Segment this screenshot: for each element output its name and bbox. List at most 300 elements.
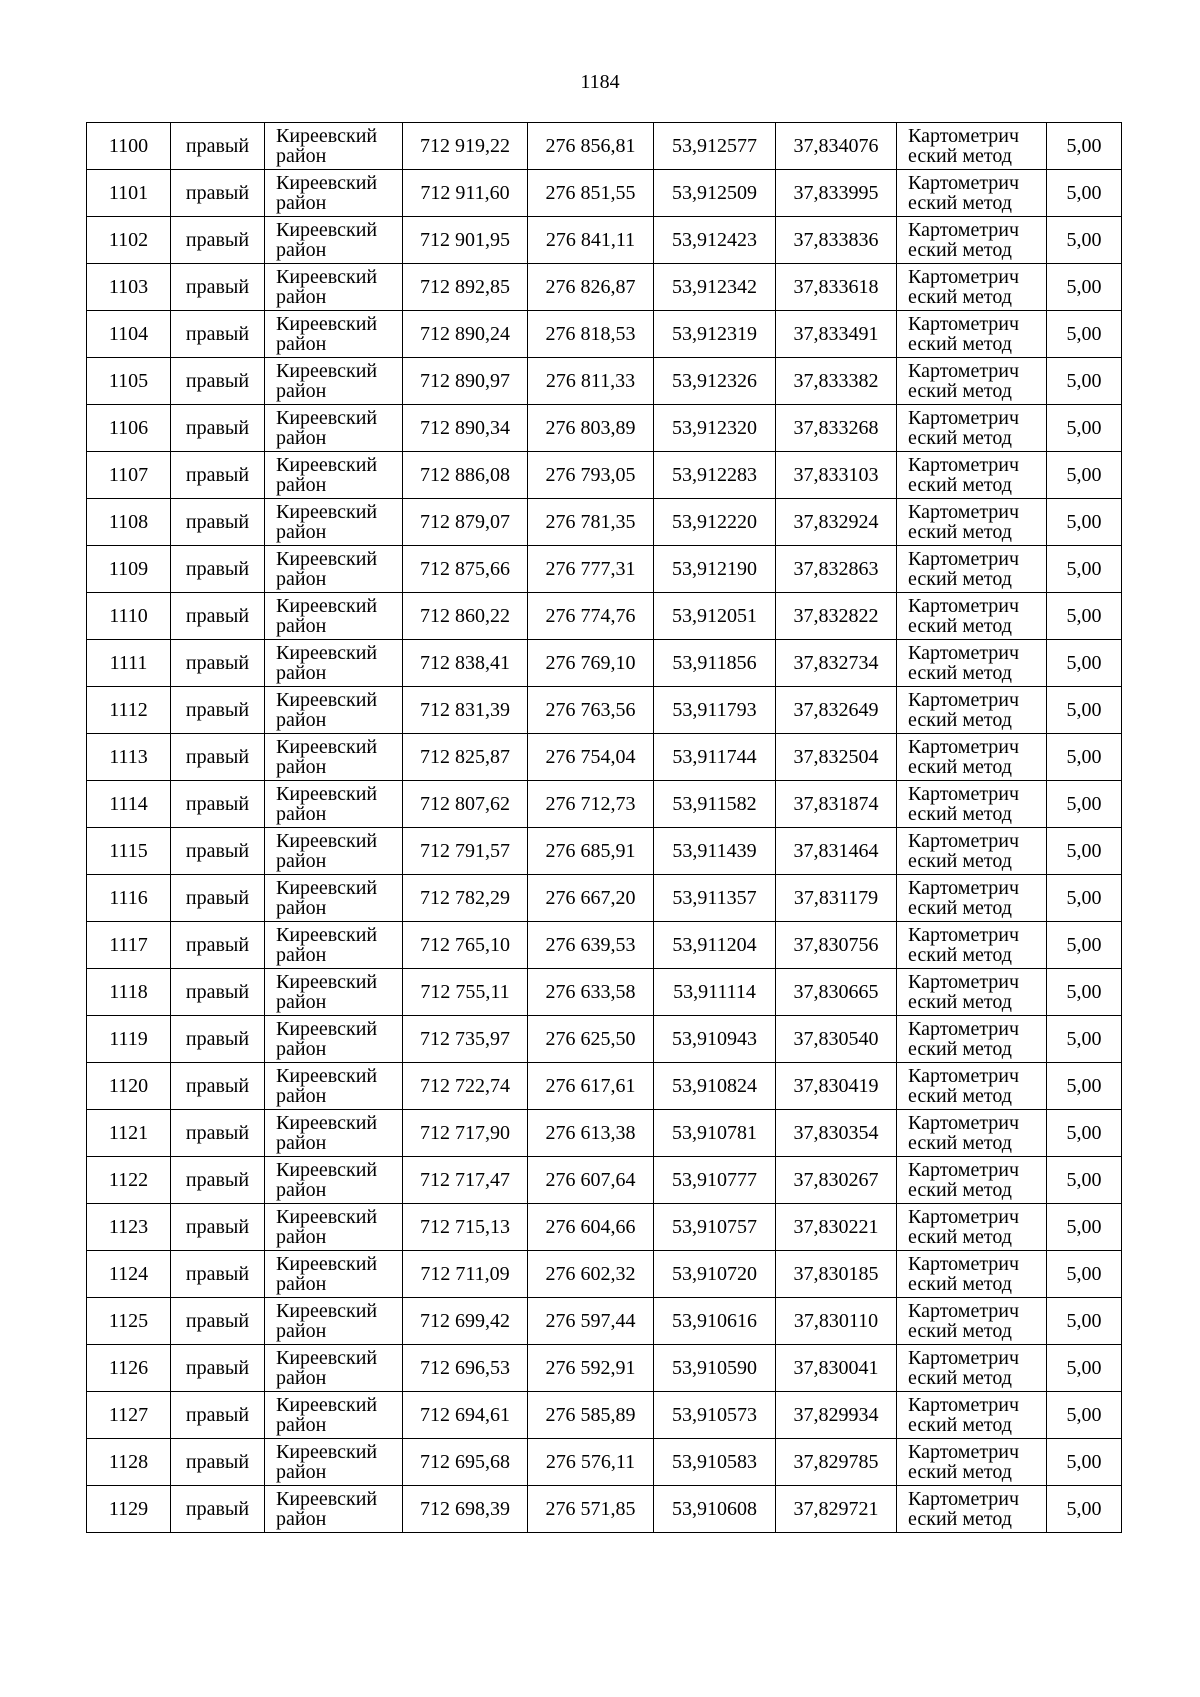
- district-cell: [265, 1063, 403, 1110]
- longitude-cell: 37,831874: [776, 781, 897, 828]
- table-row: [87, 311, 1122, 358]
- method-cell: [897, 217, 1047, 264]
- method-cell-line: еский метод: [908, 944, 1012, 966]
- method-cell: [897, 1016, 1047, 1063]
- x-coordinate-cell: 712 711,09: [403, 1251, 528, 1298]
- district-cell-line: район: [276, 1179, 327, 1201]
- longitude-cell: 37,830267: [776, 1157, 897, 1204]
- district-cell-line: Киреевский: [276, 501, 378, 523]
- method-cell-line: Картометрич: [908, 924, 1020, 946]
- latitude-cell: 53,911856: [654, 640, 776, 687]
- district-cell-line: район: [276, 1132, 327, 1154]
- y-coordinate-cell: 276 811,33: [528, 358, 654, 405]
- bank-side-cell: правый: [171, 1157, 265, 1204]
- district-cell-line: Киреевский: [276, 1065, 378, 1087]
- latitude-cell: 53,911793: [654, 687, 776, 734]
- y-coordinate-cell: 276 851,55: [528, 170, 654, 217]
- method-cell-line: Картометрич: [908, 1159, 1020, 1181]
- district-cell: [265, 640, 403, 687]
- district-cell: [265, 1392, 403, 1439]
- district-cell-line: Киреевский: [276, 125, 378, 147]
- district-cell: [265, 546, 403, 593]
- bank-side-cell: правый: [171, 405, 265, 452]
- longitude-cell: 37,832924: [776, 499, 897, 546]
- x-coordinate-cell: 712 717,47: [403, 1157, 528, 1204]
- district-cell-line: район: [276, 192, 327, 214]
- method-cell: [897, 1486, 1047, 1533]
- accuracy-cell: 5,00: [1047, 593, 1122, 640]
- accuracy-cell: 5,00: [1047, 687, 1122, 734]
- district-cell-line: район: [276, 568, 327, 590]
- latitude-cell: 53,911357: [654, 875, 776, 922]
- bank-side-cell: правый: [171, 1392, 265, 1439]
- bank-side-cell: правый: [171, 1298, 265, 1345]
- accuracy-cell: 5,00: [1047, 828, 1122, 875]
- table-row: [87, 1251, 1122, 1298]
- bank-side-cell: правый: [171, 499, 265, 546]
- table-row: [87, 969, 1122, 1016]
- point-number-cell: 1105: [87, 358, 171, 405]
- method-cell-line: еский метод: [908, 1038, 1012, 1060]
- bank-side-cell: правый: [171, 1439, 265, 1486]
- y-coordinate-cell: 276 585,89: [528, 1392, 654, 1439]
- method-cell-line: еский метод: [908, 803, 1012, 825]
- method-cell-line: еский метод: [908, 380, 1012, 402]
- x-coordinate-cell: 712 890,24: [403, 311, 528, 358]
- method-cell: [897, 969, 1047, 1016]
- bank-side-cell: правый: [171, 875, 265, 922]
- longitude-cell: 37,830419: [776, 1063, 897, 1110]
- district-cell-line: Киреевский: [276, 924, 378, 946]
- method-cell-line: Картометрич: [908, 736, 1020, 758]
- district-cell-line: Киреевский: [276, 595, 378, 617]
- latitude-cell: 53,911439: [654, 828, 776, 875]
- method-cell: [897, 593, 1047, 640]
- district-cell-line: район: [276, 615, 327, 637]
- longitude-cell: 37,829785: [776, 1439, 897, 1486]
- bank-side-cell: правый: [171, 217, 265, 264]
- district-cell-line: Киреевский: [276, 1253, 378, 1275]
- x-coordinate-cell: 712 722,74: [403, 1063, 528, 1110]
- x-coordinate-cell: 712 694,61: [403, 1392, 528, 1439]
- district-cell-line: Киреевский: [276, 1488, 378, 1510]
- district-cell: [265, 452, 403, 499]
- accuracy-cell: 5,00: [1047, 922, 1122, 969]
- method-cell-line: Картометрич: [908, 971, 1020, 993]
- method-cell-line: Картометрич: [908, 1488, 1020, 1510]
- district-cell-line: Киреевский: [276, 689, 378, 711]
- method-cell-line: Картометрич: [908, 266, 1020, 288]
- accuracy-cell: 5,00: [1047, 123, 1122, 170]
- point-number-cell: 1106: [87, 405, 171, 452]
- district-cell-line: Киреевский: [276, 266, 378, 288]
- point-number-cell: 1114: [87, 781, 171, 828]
- table-row: [87, 922, 1122, 969]
- method-cell-line: еский метод: [908, 897, 1012, 919]
- bank-side-cell: правый: [171, 1110, 265, 1157]
- method-cell-line: еский метод: [908, 1367, 1012, 1389]
- y-coordinate-cell: 276 793,05: [528, 452, 654, 499]
- district-cell: [265, 593, 403, 640]
- latitude-cell: 53,910824: [654, 1063, 776, 1110]
- x-coordinate-cell: 712 901,95: [403, 217, 528, 264]
- longitude-cell: 37,833491: [776, 311, 897, 358]
- accuracy-cell: 5,00: [1047, 1157, 1122, 1204]
- x-coordinate-cell: 712 695,68: [403, 1439, 528, 1486]
- latitude-cell: 53,911744: [654, 734, 776, 781]
- method-cell: [897, 1392, 1047, 1439]
- x-coordinate-cell: 712 791,57: [403, 828, 528, 875]
- accuracy-cell: 5,00: [1047, 734, 1122, 781]
- district-cell-line: Киреевский: [276, 830, 378, 852]
- point-number-cell: 1113: [87, 734, 171, 781]
- district-cell-line: район: [276, 239, 327, 261]
- point-number-cell: 1103: [87, 264, 171, 311]
- method-cell-line: Картометрич: [908, 125, 1020, 147]
- longitude-cell: 37,833268: [776, 405, 897, 452]
- district-cell-line: Киреевский: [276, 360, 378, 382]
- district-cell: [265, 1251, 403, 1298]
- method-cell-line: еский метод: [908, 192, 1012, 214]
- longitude-cell: 37,830185: [776, 1251, 897, 1298]
- longitude-cell: 37,829934: [776, 1392, 897, 1439]
- accuracy-cell: 5,00: [1047, 1110, 1122, 1157]
- district-cell-line: район: [276, 521, 327, 543]
- longitude-cell: 37,833836: [776, 217, 897, 264]
- y-coordinate-cell: 276 667,20: [528, 875, 654, 922]
- accuracy-cell: 5,00: [1047, 311, 1122, 358]
- latitude-cell: 53,910573: [654, 1392, 776, 1439]
- longitude-cell: 37,833618: [776, 264, 897, 311]
- bank-side-cell: правый: [171, 828, 265, 875]
- district-cell-line: Киреевский: [276, 736, 378, 758]
- point-number-cell: 1126: [87, 1345, 171, 1392]
- district-cell-line: Киреевский: [276, 407, 378, 429]
- method-cell-line: еский метод: [908, 1320, 1012, 1342]
- table-row: [87, 593, 1122, 640]
- method-cell-line: Картометрич: [908, 1018, 1020, 1040]
- latitude-cell: 53,910720: [654, 1251, 776, 1298]
- district-cell-line: Киреевский: [276, 1112, 378, 1134]
- method-cell-line: Картометрич: [908, 877, 1020, 899]
- point-number-cell: 1117: [87, 922, 171, 969]
- point-number-cell: 1115: [87, 828, 171, 875]
- point-number-cell: 1125: [87, 1298, 171, 1345]
- longitude-cell: 37,832649: [776, 687, 897, 734]
- table-row: [87, 734, 1122, 781]
- district-cell-line: Киреевский: [276, 1018, 378, 1040]
- x-coordinate-cell: 712 825,87: [403, 734, 528, 781]
- method-cell-line: Картометрич: [908, 501, 1020, 523]
- district-cell-line: Киреевский: [276, 1206, 378, 1228]
- method-cell-line: еский метод: [908, 1461, 1012, 1483]
- latitude-cell: 53,910616: [654, 1298, 776, 1345]
- y-coordinate-cell: 276 592,91: [528, 1345, 654, 1392]
- district-cell-line: Киреевский: [276, 313, 378, 335]
- accuracy-cell: 5,00: [1047, 781, 1122, 828]
- x-coordinate-cell: 712 831,39: [403, 687, 528, 734]
- table-row: [87, 217, 1122, 264]
- method-cell-line: еский метод: [908, 709, 1012, 731]
- district-cell-line: район: [276, 897, 327, 919]
- y-coordinate-cell: 276 754,04: [528, 734, 654, 781]
- y-coordinate-cell: 276 604,66: [528, 1204, 654, 1251]
- point-number-cell: 1123: [87, 1204, 171, 1251]
- method-cell: [897, 1204, 1047, 1251]
- latitude-cell: 53,912190: [654, 546, 776, 593]
- bank-side-cell: правый: [171, 734, 265, 781]
- x-coordinate-cell: 712 879,07: [403, 499, 528, 546]
- point-number-cell: 1128: [87, 1439, 171, 1486]
- method-cell: [897, 734, 1047, 781]
- latitude-cell: 53,910781: [654, 1110, 776, 1157]
- y-coordinate-cell: 276 777,31: [528, 546, 654, 593]
- method-cell-line: Картометрич: [908, 642, 1020, 664]
- latitude-cell: 53,912326: [654, 358, 776, 405]
- method-cell-line: Картометрич: [908, 1112, 1020, 1134]
- longitude-cell: 37,830041: [776, 1345, 897, 1392]
- method-cell-line: еский метод: [908, 662, 1012, 684]
- table-row: [87, 687, 1122, 734]
- y-coordinate-cell: 276 639,53: [528, 922, 654, 969]
- longitude-cell: 37,830221: [776, 1204, 897, 1251]
- method-cell-line: еский метод: [908, 1226, 1012, 1248]
- x-coordinate-cell: 712 699,42: [403, 1298, 528, 1345]
- accuracy-cell: 5,00: [1047, 170, 1122, 217]
- point-number-cell: 1118: [87, 969, 171, 1016]
- y-coordinate-cell: 276 617,61: [528, 1063, 654, 1110]
- method-cell: [897, 1157, 1047, 1204]
- x-coordinate-cell: 712 860,22: [403, 593, 528, 640]
- district-cell: [265, 217, 403, 264]
- district-cell-line: район: [276, 756, 327, 778]
- accuracy-cell: 5,00: [1047, 264, 1122, 311]
- district-cell: [265, 922, 403, 969]
- district-cell: [265, 311, 403, 358]
- method-cell: [897, 828, 1047, 875]
- y-coordinate-cell: 276 571,85: [528, 1486, 654, 1533]
- district-cell: [265, 1298, 403, 1345]
- latitude-cell: 53,911582: [654, 781, 776, 828]
- district-cell: [265, 969, 403, 1016]
- district-cell-line: Киреевский: [276, 1300, 378, 1322]
- x-coordinate-cell: 712 698,39: [403, 1486, 528, 1533]
- x-coordinate-cell: 712 919,22: [403, 123, 528, 170]
- bank-side-cell: правый: [171, 311, 265, 358]
- method-cell-line: Картометрич: [908, 1253, 1020, 1275]
- method-cell-line: еский метод: [908, 239, 1012, 261]
- bank-side-cell: правый: [171, 264, 265, 311]
- y-coordinate-cell: 276 763,56: [528, 687, 654, 734]
- method-cell: [897, 1345, 1047, 1392]
- method-cell: [897, 170, 1047, 217]
- method-cell-line: Картометрич: [908, 783, 1020, 805]
- accuracy-cell: 5,00: [1047, 1298, 1122, 1345]
- method-cell: [897, 922, 1047, 969]
- district-cell-line: район: [276, 1367, 327, 1389]
- x-coordinate-cell: 712 715,13: [403, 1204, 528, 1251]
- table-row: [87, 1486, 1122, 1533]
- bank-side-cell: правый: [171, 593, 265, 640]
- accuracy-cell: 5,00: [1047, 969, 1122, 1016]
- district-cell-line: район: [276, 1085, 327, 1107]
- method-cell-line: еский метод: [908, 474, 1012, 496]
- latitude-cell: 53,912319: [654, 311, 776, 358]
- method-cell: [897, 264, 1047, 311]
- point-number-cell: 1100: [87, 123, 171, 170]
- latitude-cell: 53,912342: [654, 264, 776, 311]
- bank-side-cell: правый: [171, 546, 265, 593]
- bank-side-cell: правый: [171, 452, 265, 499]
- longitude-cell: 37,832734: [776, 640, 897, 687]
- point-number-cell: 1122: [87, 1157, 171, 1204]
- method-cell-line: еский метод: [908, 1132, 1012, 1154]
- district-cell: [265, 687, 403, 734]
- y-coordinate-cell: 276 774,76: [528, 593, 654, 640]
- point-number-cell: 1110: [87, 593, 171, 640]
- bank-side-cell: правый: [171, 969, 265, 1016]
- longitude-cell: 37,834076: [776, 123, 897, 170]
- point-number-cell: 1104: [87, 311, 171, 358]
- y-coordinate-cell: 276 803,89: [528, 405, 654, 452]
- district-cell-line: район: [276, 944, 327, 966]
- table-row: [87, 1204, 1122, 1251]
- bank-side-cell: правый: [171, 123, 265, 170]
- district-cell-line: район: [276, 427, 327, 449]
- district-cell-line: Киреевский: [276, 783, 378, 805]
- accuracy-cell: 5,00: [1047, 1345, 1122, 1392]
- bank-side-cell: правый: [171, 640, 265, 687]
- method-cell-line: еский метод: [908, 850, 1012, 872]
- accuracy-cell: 5,00: [1047, 1204, 1122, 1251]
- accuracy-cell: 5,00: [1047, 405, 1122, 452]
- latitude-cell: 53,910583: [654, 1439, 776, 1486]
- district-cell-line: район: [276, 991, 327, 1013]
- x-coordinate-cell: 712 890,97: [403, 358, 528, 405]
- page-number: 1184: [580, 71, 620, 93]
- accuracy-cell: 5,00: [1047, 358, 1122, 405]
- bank-side-cell: правый: [171, 687, 265, 734]
- method-cell-line: Картометрич: [908, 172, 1020, 194]
- point-number-cell: 1121: [87, 1110, 171, 1157]
- y-coordinate-cell: 276 633,58: [528, 969, 654, 1016]
- bank-side-cell: правый: [171, 922, 265, 969]
- method-cell: [897, 405, 1047, 452]
- method-cell: [897, 640, 1047, 687]
- accuracy-cell: 5,00: [1047, 1063, 1122, 1110]
- method-cell: [897, 1251, 1047, 1298]
- latitude-cell: 53,910757: [654, 1204, 776, 1251]
- bank-side-cell: правый: [171, 358, 265, 405]
- point-number-cell: 1111: [87, 640, 171, 687]
- latitude-cell: 53,912283: [654, 452, 776, 499]
- y-coordinate-cell: 276 576,11: [528, 1439, 654, 1486]
- x-coordinate-cell: 712 755,11: [403, 969, 528, 1016]
- district-cell-line: Киреевский: [276, 1441, 378, 1463]
- longitude-cell: 37,831464: [776, 828, 897, 875]
- table-row: [87, 358, 1122, 405]
- bank-side-cell: правый: [171, 1016, 265, 1063]
- method-cell: [897, 311, 1047, 358]
- method-cell-line: Картометрич: [908, 360, 1020, 382]
- method-cell: [897, 546, 1047, 593]
- bank-side-cell: правый: [171, 1251, 265, 1298]
- district-cell-line: район: [276, 662, 327, 684]
- district-cell-line: Киреевский: [276, 1347, 378, 1369]
- table-row: [87, 123, 1122, 170]
- point-number-cell: 1116: [87, 875, 171, 922]
- bank-side-cell: правый: [171, 1204, 265, 1251]
- district-cell-line: район: [276, 1038, 327, 1060]
- longitude-cell: 37,830756: [776, 922, 897, 969]
- x-coordinate-cell: 712 838,41: [403, 640, 528, 687]
- table-row: [87, 405, 1122, 452]
- district-cell: [265, 405, 403, 452]
- x-coordinate-cell: 712 911,60: [403, 170, 528, 217]
- accuracy-cell: 5,00: [1047, 217, 1122, 264]
- longitude-cell: 37,830354: [776, 1110, 897, 1157]
- table-row: [87, 1016, 1122, 1063]
- district-cell: [265, 1345, 403, 1392]
- y-coordinate-cell: 276 841,11: [528, 217, 654, 264]
- point-number-cell: 1107: [87, 452, 171, 499]
- district-cell-line: район: [276, 709, 327, 731]
- longitude-cell: 37,831179: [776, 875, 897, 922]
- latitude-cell: 53,912577: [654, 123, 776, 170]
- district-cell-line: район: [276, 1508, 327, 1530]
- longitude-cell: 37,833382: [776, 358, 897, 405]
- bank-side-cell: правый: [171, 1063, 265, 1110]
- bank-side-cell: правый: [171, 1345, 265, 1392]
- table-row: [87, 546, 1122, 593]
- method-cell: [897, 875, 1047, 922]
- accuracy-cell: 5,00: [1047, 1486, 1122, 1533]
- table-row: [87, 452, 1122, 499]
- district-cell-line: район: [276, 1414, 327, 1436]
- district-cell-line: Киреевский: [276, 548, 378, 570]
- district-cell-line: район: [276, 1320, 327, 1342]
- district-cell: [265, 781, 403, 828]
- x-coordinate-cell: 712 807,62: [403, 781, 528, 828]
- x-coordinate-cell: 712 892,85: [403, 264, 528, 311]
- district-cell: [265, 1486, 403, 1533]
- y-coordinate-cell: 276 826,87: [528, 264, 654, 311]
- bank-side-cell: правый: [171, 781, 265, 828]
- latitude-cell: 53,912051: [654, 593, 776, 640]
- method-cell-line: еский метод: [908, 615, 1012, 637]
- longitude-cell: 37,830110: [776, 1298, 897, 1345]
- table-row: [87, 875, 1122, 922]
- district-cell: [265, 1439, 403, 1486]
- latitude-cell: 53,910608: [654, 1486, 776, 1533]
- table-row: [87, 1439, 1122, 1486]
- table-row: [87, 640, 1122, 687]
- method-cell-line: еский метод: [908, 1508, 1012, 1530]
- district-cell-line: Киреевский: [276, 1394, 378, 1416]
- longitude-cell: 37,832822: [776, 593, 897, 640]
- point-number-cell: 1101: [87, 170, 171, 217]
- method-cell-line: Картометрич: [908, 830, 1020, 852]
- table-row: [87, 828, 1122, 875]
- method-cell-line: еский метод: [908, 521, 1012, 543]
- method-cell: [897, 123, 1047, 170]
- method-cell: [897, 687, 1047, 734]
- district-cell: [265, 170, 403, 217]
- method-cell-line: Картометрич: [908, 595, 1020, 617]
- longitude-cell: 37,829721: [776, 1486, 897, 1533]
- table-row: [87, 1063, 1122, 1110]
- method-cell-line: Картометрич: [908, 689, 1020, 711]
